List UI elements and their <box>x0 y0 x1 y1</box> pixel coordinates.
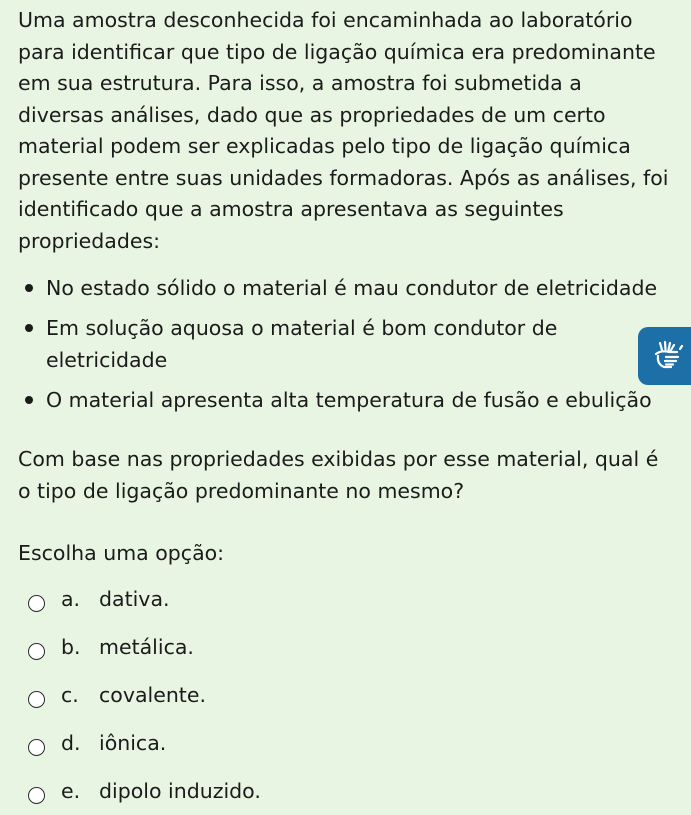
option-letter: e. <box>61 779 81 803</box>
radio-button[interactable] <box>28 691 45 708</box>
answer-option-b[interactable] <box>28 623 261 671</box>
option-text[interactable]: iônica. <box>99 731 167 755</box>
option-text[interactable]: dipolo induzido. <box>99 779 261 803</box>
properties-list <box>24 272 684 424</box>
property-item <box>24 272 684 304</box>
question-intro: Uma amostra desconhecida foi encaminhada ao laboratório para identificar que tipo de ligação química era predominante em sua estrutura. Para isso, a amostra foi submetida a diversas análises, dado que as propriedades de um certo material podem ser explicadas pelo tipo de ligação química presente entre suas unidades formadoras. Após as análises, foi identificado que a amostra apresentava as seguintes propriedades: <box>18 8 669 253</box>
sign-language-hands-icon <box>651 340 685 372</box>
radio-button[interactable] <box>28 643 45 660</box>
property-text: O material apresenta alta temperatura de fusão e ebulição <box>46 388 652 412</box>
answer-option-d[interactable] <box>28 719 261 767</box>
answer-options <box>28 575 261 815</box>
property-text: No estado sólido o material é mau condutor de eletricidade <box>46 276 658 300</box>
answer-option-a[interactable] <box>28 575 261 623</box>
radio-button[interactable] <box>28 739 45 756</box>
property-item <box>24 384 684 416</box>
question-prompt: Com base nas propriedades exibidas por esse material, qual é o tipo de ligação predominante no mesmo? <box>18 447 659 503</box>
radio-button[interactable] <box>28 595 45 612</box>
option-letter: d. <box>61 731 81 755</box>
sign-language-accessibility-button[interactable] <box>638 327 691 385</box>
radio-button[interactable] <box>28 787 45 804</box>
bullet-icon <box>25 284 33 292</box>
option-letter: a. <box>61 587 81 611</box>
option-text[interactable]: covalente. <box>99 683 206 707</box>
bullet-icon <box>25 396 33 404</box>
choose-option-label: Escolha uma opção: <box>18 541 225 565</box>
option-letter: b. <box>61 635 81 659</box>
answer-option-c[interactable] <box>28 671 261 719</box>
option-text[interactable]: metálica. <box>99 635 194 659</box>
bullet-icon <box>25 324 33 332</box>
property-text: Em solução aquosa o material é bom condutor de eletricidade <box>46 316 558 372</box>
option-letter: c. <box>61 683 79 707</box>
option-text[interactable]: dativa. <box>99 587 170 611</box>
property-item <box>24 312 586 376</box>
